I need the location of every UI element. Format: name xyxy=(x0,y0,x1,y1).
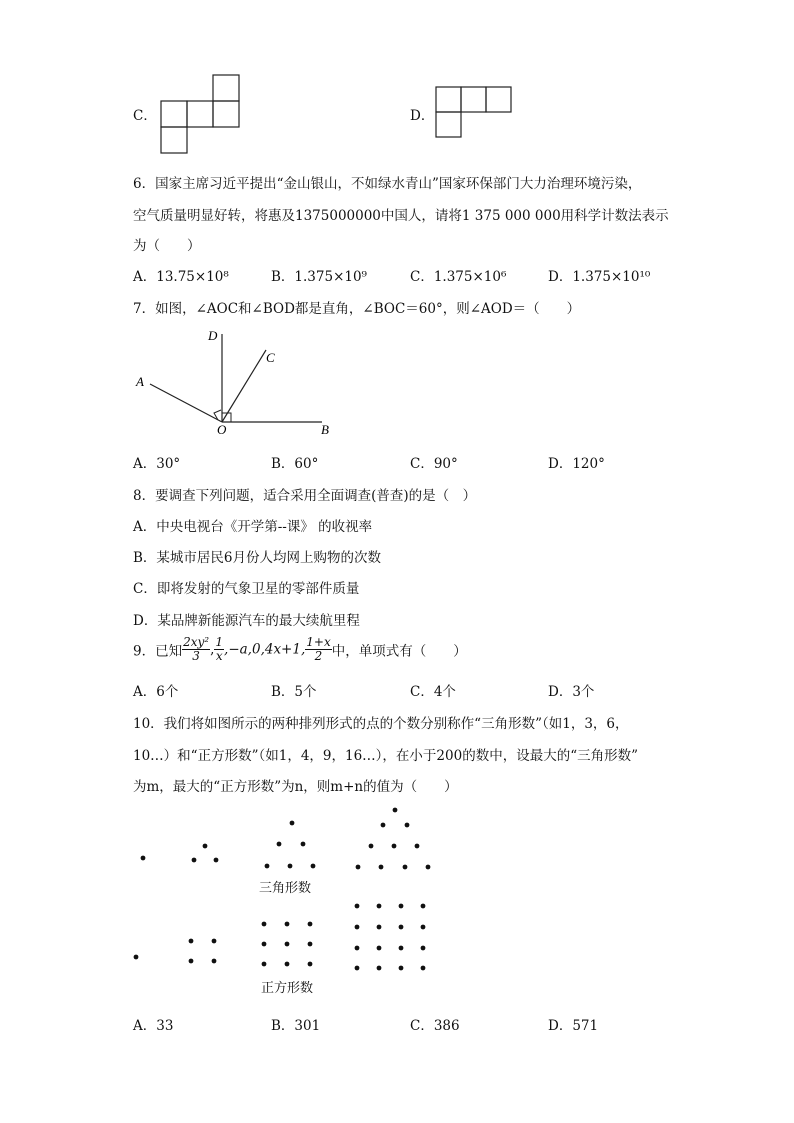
q6-stem-line-3: 为（ ） xyxy=(133,238,201,254)
q8-option-b[interactable]: B．某城市居民6月份人均网上购物的次数 xyxy=(133,550,382,566)
q7-option-a[interactable]: A．30° xyxy=(133,456,181,472)
q6-stem-line-2: 空气质量明显好转，将惠及1375000000中国人，请将1 375 000 000用科学计数法表示 xyxy=(133,208,669,224)
q9-stem: 9．已知 $\frac{\text{2xy²}}{3}$ , $\frac{1}{x}$ ,−a,0,4x+1, $\frac{1+x}{2}$ 中，单项式有（ ） xyxy=(133,635,467,663)
q8-option-a[interactable]: A．中央电视台《开学第--课》 的收视率 xyxy=(133,519,373,535)
q10-stem-line-1: 10．我们将如图所示的两种排列形式的点的个数分别称作“三角形数”（如1，3，6， xyxy=(133,716,629,732)
q6-option-a[interactable]: A．13.75×10⁸ xyxy=(133,269,229,285)
q10-stem-line-2: 10…）和“正方形数”（如1，4，9，16…），在小于200的数中，设最大的“三角形数” xyxy=(133,748,638,764)
q10-caption-triangle: 三角形数 xyxy=(259,881,312,896)
q7-label-d: D xyxy=(208,328,218,343)
q9-option-c[interactable]: C．4个 xyxy=(410,684,456,700)
q8-option-c[interactable]: C．即将发射的气象卫星的零部件质量 xyxy=(133,581,360,597)
q5-option-d-cube-net xyxy=(435,86,515,138)
q10-option-d[interactable]: D．571 xyxy=(548,1018,599,1034)
q10-option-a[interactable]: A．33 xyxy=(133,1018,174,1034)
q10-caption-square: 正方形数 xyxy=(261,981,314,996)
q7-label-c: C xyxy=(266,350,275,365)
q9-option-a[interactable]: A．6个 xyxy=(133,684,179,700)
q7-label-a: A xyxy=(136,374,144,389)
q7-label-o: O xyxy=(217,422,227,437)
q9-middle-terms: ,−a,0,4x+1, xyxy=(224,641,306,658)
q10-option-b[interactable]: B．301 xyxy=(271,1018,321,1034)
q7-option-b[interactable]: B．60° xyxy=(271,456,319,472)
q8-stem: 8．要调查下列问题，适合采用全面调查(普查)的是（ ） xyxy=(133,488,477,504)
q9-fraction-1: $\frac{\text{2xy²}}{3}$ xyxy=(183,635,210,663)
q9-option-b[interactable]: B．5个 xyxy=(271,684,317,700)
q9-fraction-3: $\frac{1+x}{2}$ xyxy=(306,635,331,663)
q5-option-d-label[interactable]: D． xyxy=(410,108,435,124)
q5-option-c-cube-net xyxy=(160,73,242,155)
q6-stem-line-1: 6．国家主席习近平提出“金山银山，不如绿水青山”国家环保部门大力治理环境污染， xyxy=(133,176,642,192)
q9-fraction-2: $\frac{1}{x}$ xyxy=(215,635,224,663)
q6-option-d[interactable]: D．1.375×10¹⁰ xyxy=(548,269,651,285)
q7-option-d[interactable]: D．120° xyxy=(548,456,605,472)
q10-stem-line-3: 为m，最大的“正方形数”为n，则m+n的值为（ ） xyxy=(133,779,458,795)
q5-option-c-label[interactable]: C． xyxy=(133,108,157,124)
q8-option-d[interactable]: D．某品牌新能源汽车的最大续航里程 xyxy=(133,613,360,629)
q7-option-c[interactable]: C．90° xyxy=(410,456,458,472)
q9-option-d[interactable]: D．3个 xyxy=(548,684,595,700)
q9-prefix: 9．已知 xyxy=(133,643,183,660)
q6-option-c[interactable]: C．1.375×10⁶ xyxy=(410,269,507,285)
q7-label-b: B xyxy=(321,422,329,437)
q7-stem: 7．如图，∠AOC和∠BOD都是直角，∠BOC＝60°，则∠AOD＝（ ） xyxy=(133,301,581,317)
q9-suffix: 中，单项式有（ ） xyxy=(331,643,467,660)
q10-option-c[interactable]: C．386 xyxy=(410,1018,460,1034)
q7-angle-figure xyxy=(130,322,340,440)
q6-option-b[interactable]: B．1.375×10⁹ xyxy=(271,269,367,285)
